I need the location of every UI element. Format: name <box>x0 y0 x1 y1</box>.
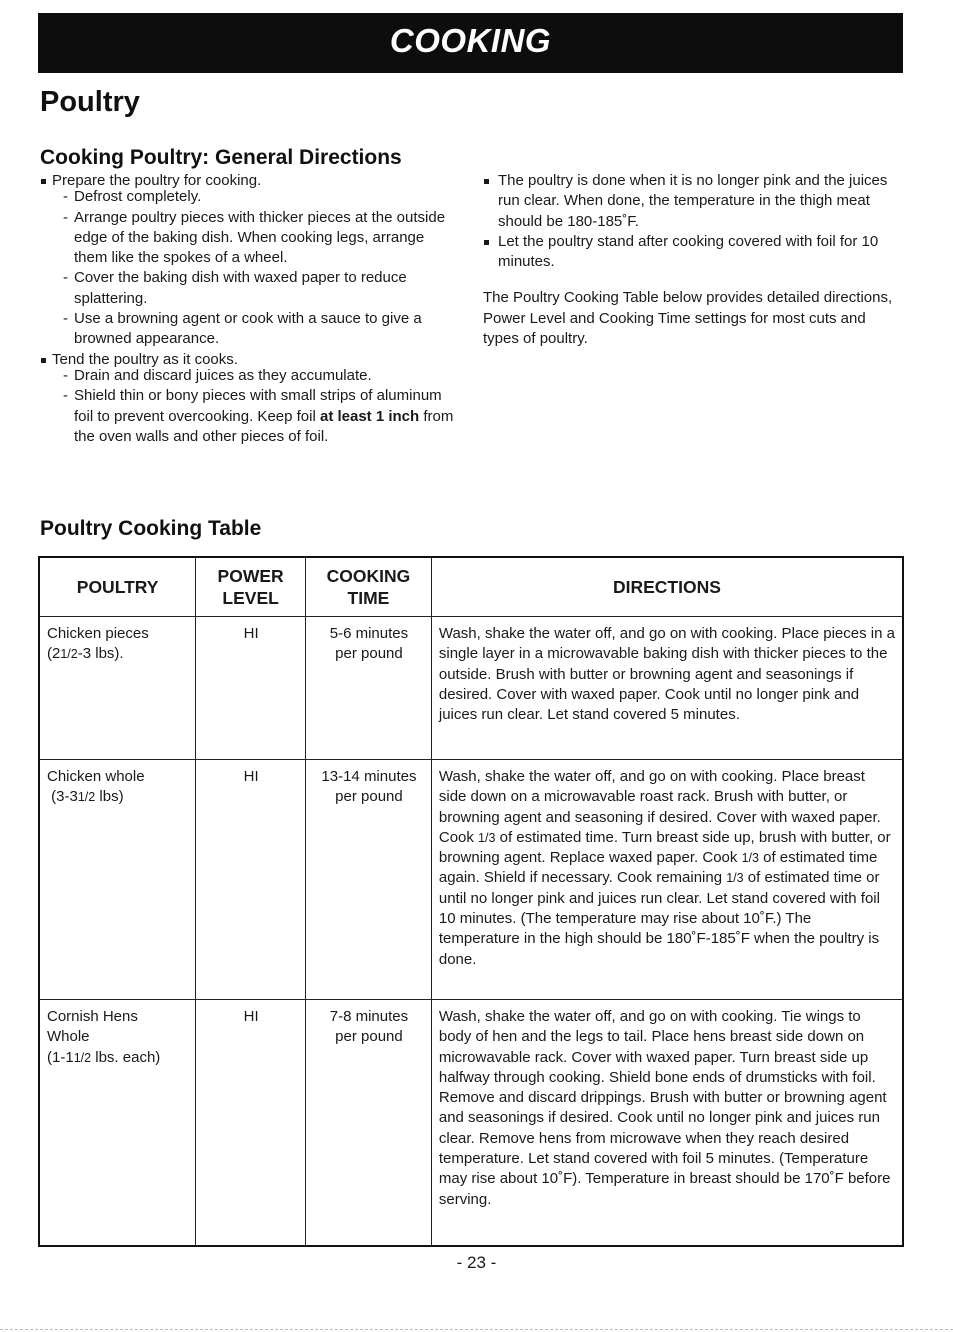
poultry-weight-tail: lbs. each) <box>91 1048 161 1066</box>
poultry-weight-fraction: 1/2 <box>77 790 96 805</box>
header-directions: DIRECTIONS <box>431 557 903 617</box>
cooking-time-unit: per pound <box>335 788 403 806</box>
cooking-time-cell <box>306 617 432 760</box>
stand-bullet: Let the poultry stand after cooking covered with foil for 10 minutes. <box>483 232 898 273</box>
table-row <box>39 760 903 1000</box>
cooking-banner <box>38 13 903 73</box>
prepare-step: - Cover the baking dish with waxed paper to reduce splattering. <box>40 268 460 309</box>
prepare-step: - Arrange poultry pieces with thicker pieces at the outside edge of the baking dish. When cooking legs, arrange them like the spokes of a wheel. <box>40 208 460 269</box>
table-row <box>39 1000 903 1247</box>
cooking-time-unit: per pound <box>335 645 403 663</box>
fraction: 1/3 <box>478 830 496 845</box>
poultry-cell <box>39 1000 196 1247</box>
cooking-time-cell <box>306 760 432 1000</box>
shield-text: Shield thin or bony pieces with small strips of aluminum foil to prevent overcooking. Keep foil <box>74 387 442 425</box>
fraction: 1/3 <box>741 851 759 866</box>
page-edge-divider <box>0 1329 953 1330</box>
cooking-time-value: 13-14 minutes <box>321 768 417 785</box>
poultry-weight: (1-1 <box>47 1048 74 1066</box>
directions-text: of estimated time again. Shield if necessary. Cook remaining <box>438 849 878 887</box>
cooking-time-cell <box>306 1000 432 1247</box>
shield-tail-text: from the oven walls and other pieces of foil. <box>74 407 454 445</box>
fraction: 1/3 <box>726 871 744 886</box>
general-directions-right <box>483 171 898 349</box>
poultry-cooking-table <box>38 556 904 1247</box>
poultry-weight: (2 <box>47 645 61 663</box>
table-title: Poultry Cooking Table <box>40 517 262 540</box>
table-header-row <box>39 557 903 617</box>
header-cooking-time <box>306 557 432 617</box>
poultry-name: Cornish Hens <box>47 1008 138 1025</box>
poultry-weight: (3-3 <box>51 788 78 806</box>
poultry-cell <box>39 617 196 760</box>
done-bullet: The poultry is done when it is no longer pink and the juices run clear. When done, the temperature in the thigh meat should be 180-185˚F. <box>483 171 898 232</box>
prepare-step: - Use a browning agent or cook with a sauce to give a browned appearance. <box>40 309 460 350</box>
header-poultry: POULTRY <box>39 557 196 617</box>
directions-cell <box>431 760 903 1000</box>
section-title: Poultry <box>40 86 140 118</box>
poultry-weight-fraction: 1/2 <box>73 1050 92 1065</box>
poultry-weight-tail: lbs) <box>95 788 124 806</box>
header-time-line1: COOKING <box>326 566 411 586</box>
header-power-level <box>196 557 306 617</box>
general-directions-left <box>40 171 460 447</box>
poultry-name: Chicken pieces <box>47 625 149 642</box>
poultry-cell <box>39 760 196 1000</box>
cooking-time-value: 5-6 minutes <box>329 625 409 642</box>
directions-cell: Wash, shake the water off, and go on with cooking. Place pieces in a single layer in a microwavable baking dish with thicker pieces to the outside. Brush with butter or browning agent and seasonings if desired. Cover with waxed paper. Cook until no longer pink and juices run clear. Let stand covered 5 minutes. <box>431 617 903 760</box>
header-power-line1: POWER <box>217 566 284 586</box>
shield-bold-text: at least 1 inch <box>319 407 420 425</box>
power-level-cell: HI <box>196 760 306 1000</box>
cooking-time-unit: per pound <box>335 1028 403 1046</box>
prepare-bullet: Prepare the poultry for cooking. <box>40 171 460 191</box>
table-intro-paragraph: The Poultry Cooking Table below provides detailed directions, Power Level and Cooking Time settings for most cuts and types of poultry. <box>483 289 893 348</box>
power-level-cell: HI <box>196 617 306 760</box>
directions-cell: Wash, shake the water off, and go on with cooking. Tie wings to body of hen and the legs to tail. Place hens breast side down on microwavable rack. Cover with waxed paper. Turn breast side up halfway through cooking. Shield bone ends of drumsticks with foil. Remove and discard drippings. Brush with butter or browning agent and seasonings if desired. Cook until no longer pink and juices run clear. Remove hens from microwave when they reach desired temperature. Let stand covered with foil 5 minutes. (Temperature may rise about 10˚F). Temperature in breast should be 170˚F before serving. <box>431 1000 903 1247</box>
tend-bullet: Tend the poultry as it cooks. <box>40 350 460 370</box>
page-number: - 23 - <box>456 1253 497 1272</box>
shield-step <box>40 386 460 447</box>
tend-step: - Drain and discard juices as they accumulate. <box>40 366 460 386</box>
prepare-step: - Defrost completely. <box>40 187 460 207</box>
table-row <box>39 617 903 760</box>
poultry-name-line2: Whole <box>47 1028 90 1046</box>
general-directions-title: Cooking Poultry: General Directions <box>40 146 402 169</box>
directions-text: Wash, shake the water off, and go on with cooking. Place breast side down on a microwavable roast rack. Brush with butter, or browning agent and seasoning if desired. Cover with waxed paper. Cook <box>438 768 881 846</box>
directions-text: of estimated time. Turn breast side up, brush with butter, or browning agent. Replace waxed paper. Cook <box>438 828 891 867</box>
banner-title: COOKING <box>389 22 552 59</box>
directions-text: of estimated time or until no longer pink and juices run clear. Let stand covered with foil 10 minutes. (The temperature may rise about 10˚F.) The temperature in the high should be 180˚F-185˚F when the poultry is done. <box>438 869 880 968</box>
poultry-name: Chicken whole <box>47 768 145 785</box>
power-level-cell: HI <box>196 1000 306 1247</box>
header-power-line2: LEVEL <box>222 588 279 608</box>
poultry-weight-fraction: 1/2 <box>60 647 78 662</box>
poultry-weight-tail: -3 lbs). <box>77 645 124 663</box>
header-time-line2: TIME <box>347 588 390 608</box>
cooking-time-value: 7-8 minutes <box>329 1008 409 1025</box>
